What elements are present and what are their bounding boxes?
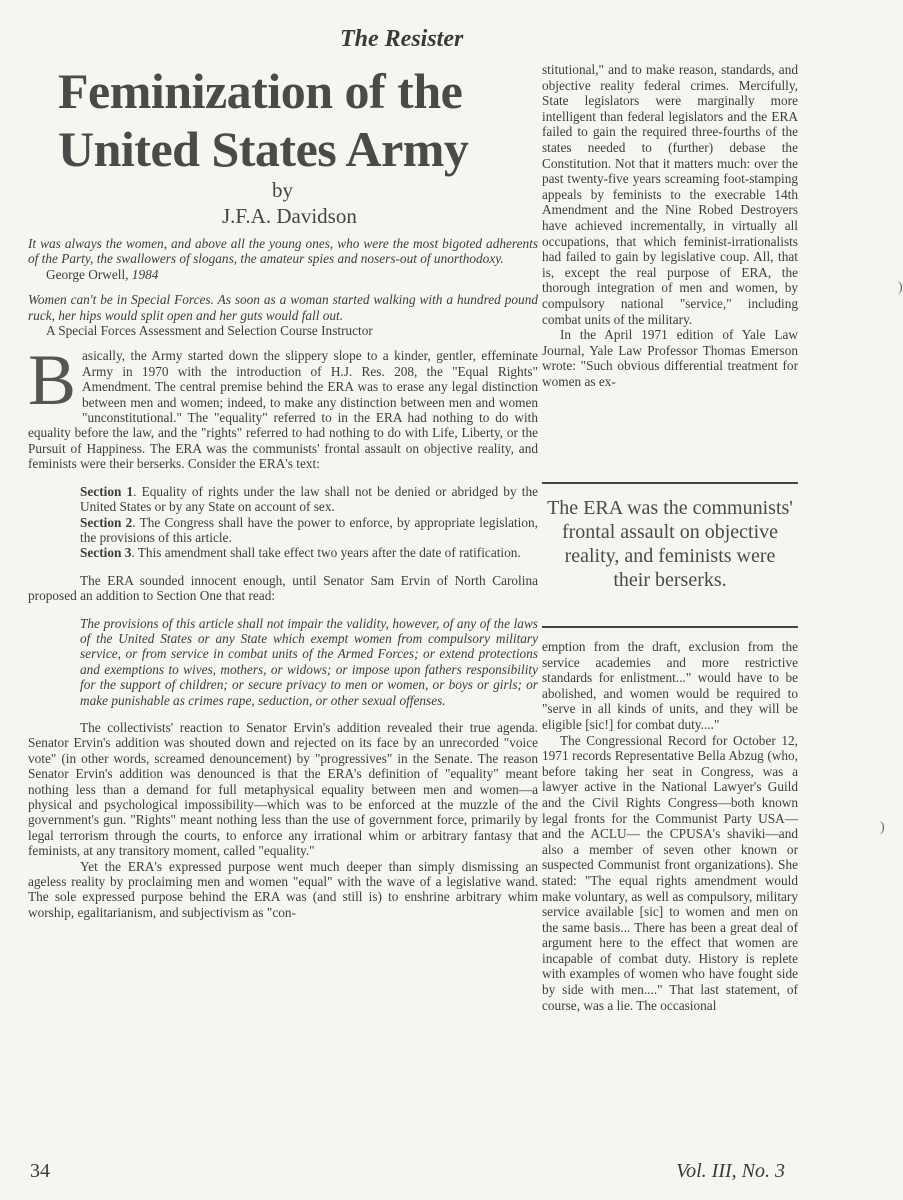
epigraph-orwell-attribution xyxy=(28,267,538,282)
era-section-2-label: Section 2 xyxy=(80,514,133,530)
pullquote-top-rule xyxy=(542,482,798,484)
issue-label: Vol. III, No. 3 xyxy=(676,1160,785,1182)
right-paragraph-2: In the April 1971 edition of Yale Law Journal, Yale Law Professor Thomas Emerson wrote: "Such obvious differential treatment for women as ex- xyxy=(542,327,798,389)
right-paragraph-3: emption from the draft, exclusion from the service academies and more restrictive standards for enlistment..." would have to be abolished, and women would be required to "serve in all kinds of units, and they will be eligible [sic!] for combat duty...." xyxy=(542,639,798,732)
era-section-1 xyxy=(28,484,538,515)
margin-mark: ) xyxy=(880,820,885,835)
body-paragraph-3: The collectivists' reaction to Senator Ervin's addition revealed their true agenda. Senator Ervin's addition was shouted down and rejected on its face by an unrecorded "voice vote" (in other words, screamed denouncement) by "progressives" in the Senate. The reason Senator Ervin's addition was denounced is that the ERA's definition of "equality" meant nothing less than a demand for full metaphysical equality between men and women—a physical and psychological impossibility—which was to be enforced at the muzzle of the government's gun. "Rights" meant nothing less than the use of government force, primarily by legal terrorism through the courts, to enforce any irrational whim or arbitrary fantasy that feminists, at any transitory moment, called "equality." xyxy=(28,719,538,859)
article-title: Feminization of the United States Army xyxy=(58,63,469,177)
era-section-3-label: Section 3 xyxy=(80,545,132,561)
byline-by: by xyxy=(272,178,293,202)
right-paragraph-4: The Congressional Record for October 12, 1971 records Representative Bella Abzug (who, before taking her seat in Congress, was a lawyer active in the National Lawyer's Guild and the Civil Rights Congress—both known legal fronts for the Communist Party USA—and the ACLU— the CPUSA's shaviki—and also a member of seven other known or suspected Communist front organizations). She stated: "The equal rights amendment would make voluntary, as well as compulsory, military service available [sic] to women and men on the same basis... There has been a great deal of argument here to the effect that women are incapable of combat duty. History is replete with examples of women who have fought side by side with men...." That last statement, of course, was a lie. The occasional xyxy=(542,732,798,1013)
body-paragraph-1-text: asically, the Army started down the slippery slope to a kinder, gentler, effeminate Army in 1970 with the introduction of H.J. Res. 208, the "Equal Rights" Amendment. The central premise behind the ERA was to erase any legal distinction between men and women; indeed, to make any distinction between men and women "unconstitutional." The "equality" referred to in the ERA had nothing to do with equality before the law, and the "rights" referred to had nothing to do with Life, Liberty, or the Pursuit of Happiness. The ERA was the communists' frontal assault on objective reality, and feminists were their berserks. Consider the ERA's text: xyxy=(28,348,538,472)
drop-cap: B xyxy=(28,340,77,421)
body-paragraph-4: Yet the ERA's expressed purpose went much deeper than simply dismissing an ageless reality by proclaiming men and women "equal" with the wave of a legislative wand. The sole expressed purpose behind the ERA was (and still is) to enshrine arbitrary whim worship, egalitarianism, and subjectivism as "con- xyxy=(28,858,538,920)
body-paragraph-1 xyxy=(28,340,538,472)
era-section-2-text: . The Congress shall have the power to enforce, by appropriate legislation, the provisions of this article. xyxy=(80,514,538,545)
ervin-quote: The provisions of this article shall not impair the validity, however, of any of the laws of the United States or any State which exempt women from compulsory military service, or from service in combat units of the Armed Forces; or extend protections and exemptions to wives, mothers, or widows; or impose upon fathers responsibility for the support of children; or secure privacy to men or women, or boys or girls; or make punishable as crimes rape, seduction, or other sexual offenses. xyxy=(80,615,538,708)
epigraph-orwell-author: George Orwell, xyxy=(46,266,132,282)
page-number: 34 xyxy=(30,1160,50,1182)
epigraph-orwell: It was always the women, and above all the young ones, who were the most bigoted adherents of the Party, the swallowers of slogans, the amateur spies and nosers-out of unorthodoxy. xyxy=(28,236,538,267)
pull-quote: The ERA was the communists' frontal assault on objective reality, and feminists were their berserks. xyxy=(547,497,793,591)
epigraph-instructor: Women can't be in Special Forces. As soon as a woman started walking with a hundred pound ruck, her hips would split open and her guts would fall out. xyxy=(28,292,538,323)
author-name: J.F.A. Davidson xyxy=(222,204,357,228)
left-column xyxy=(28,236,538,920)
era-section-3 xyxy=(28,545,538,560)
era-section-1-text: . Equality of rights under the law shall not be denied or abridged by the United States or by any State on account of sex. xyxy=(80,483,538,515)
pullquote-bottom-rule xyxy=(542,626,798,628)
era-section-1-label: Section 1 xyxy=(80,483,134,499)
right-paragraph-1: stitutional," and to make reason, standards, and objective reality federal crimes. Mercifully, State legislators were marginally more intelligent than federal legislators and the ERA failed to gain the required three-fourths of the states needed to (further) debase the Constitution. Not that it matters much: over the past twenty-five years screaming foot-stamping appeals by feminists to the execrable 14th Amendment and the Nine Robed Destroyers have achieved incrementally, in virtually all occupations, that which feminist-irrationalists had failed to gain by legislative coup. All, that is, except the real purpose of ERA, the thorough integration of men and women, by compulsory national "service," including combat units of the military. xyxy=(542,62,798,327)
right-column-bottom xyxy=(542,639,798,1013)
epigraph-orwell-work: 1984 xyxy=(131,266,159,282)
publication-name: The Resister xyxy=(340,26,464,52)
epigraph-instructor-attribution: A Special Forces Assessment and Selection Course Instructor xyxy=(46,323,373,339)
era-section-3-text: . This amendment shall take effect two years after the date of ratification. xyxy=(131,545,521,561)
era-section-2 xyxy=(28,515,538,546)
right-column-top xyxy=(542,62,798,389)
margin-mark: ) xyxy=(898,280,903,295)
body-paragraph-2: The ERA sounded innocent enough, until Senator Sam Ervin of North Carolina proposed an addition to Section One that read: xyxy=(28,572,538,604)
